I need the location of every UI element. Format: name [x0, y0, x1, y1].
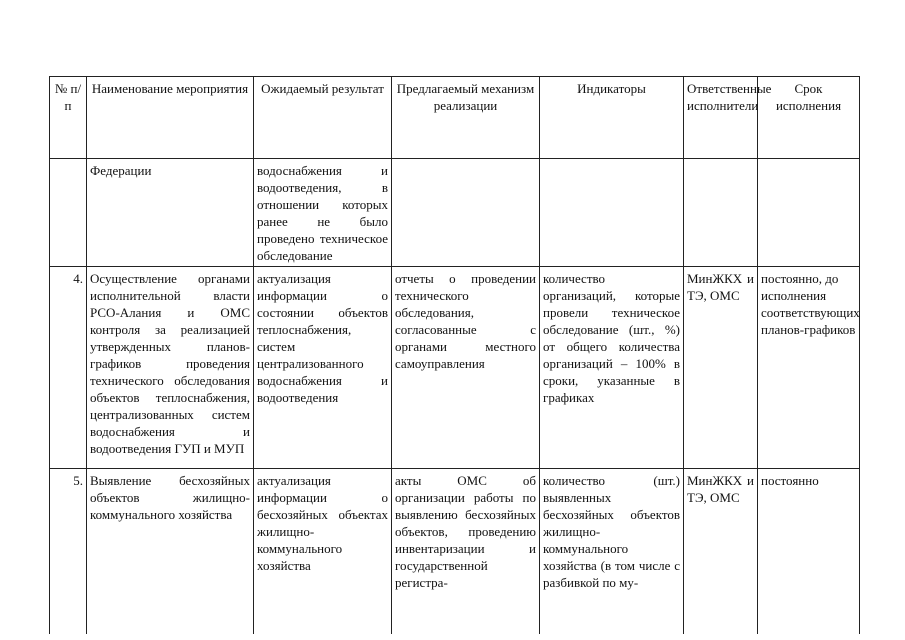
- header-deadline: Срок исполнения: [758, 77, 860, 159]
- row-num: 4.: [50, 267, 87, 469]
- row-result: актуализация информации о состоянии объектов теплоснабжения, систем централизованного водоснабжения и водоотведения: [254, 267, 392, 469]
- table-row: [50, 267, 860, 469]
- row-mechanism: отчеты о проведении технического обследования, согласованные с органами местного самоуправления: [392, 267, 540, 469]
- row-deadline: [758, 159, 860, 267]
- table-header-row: [50, 77, 860, 159]
- row-result: водоснабжения и водоотведения, в отношении которых ранее не было проведено техническое обследование: [254, 159, 392, 267]
- measures-table: [49, 76, 860, 634]
- row-indicators: количество (шт.) выявленных бесхозяйных объектов жилищно-коммунального хозяйства (в том числе с разбивкой по му-: [540, 469, 684, 635]
- row-responsible: МинЖКХ и ТЭ, ОМС: [684, 469, 758, 635]
- row-mechanism: [392, 159, 540, 267]
- header-responsible: Ответственные исполнители: [684, 77, 758, 159]
- row-deadline: постоянно, до исполнения соответствующих планов-графиков: [758, 267, 860, 469]
- table-row: [50, 159, 860, 267]
- row-result: актуализация информации о бесхозяйных объектах жилищно-коммунального хозяйства: [254, 469, 392, 635]
- table-row: [50, 469, 860, 635]
- row-name: Выявление бесхозяйных объектов жилищно-коммунального хозяйства: [87, 469, 254, 635]
- row-indicators: количество организаций, которые провели техническое обследование (шт., %) от общего количества организаций – 100% в сроки, указанные в графиках: [540, 267, 684, 469]
- row-indicators: [540, 159, 684, 267]
- header-name: Наименование мероприятия: [87, 77, 254, 159]
- header-num: № п/п: [50, 77, 87, 159]
- header-result: Ожидаемый результат: [254, 77, 392, 159]
- row-num: 5.: [50, 469, 87, 635]
- row-deadline: постоянно: [758, 469, 860, 635]
- row-responsible: [684, 159, 758, 267]
- row-name: Федерации: [87, 159, 254, 267]
- row-num: [50, 159, 87, 267]
- header-indicators: Индикаторы: [540, 77, 684, 159]
- header-mechanism: Предлагаемый механизм реализации: [392, 77, 540, 159]
- row-responsible: МинЖКХ и ТЭ, ОМС: [684, 267, 758, 469]
- row-mechanism: акты ОМС об организации работы по выявлению бесхозяйных объектов, проведению инвентаризации и государственной регистра-: [392, 469, 540, 635]
- row-name: Осуществление органами исполнительной власти РСО-Алания и ОМС контроля за реализацией утвержденных планов-графиков проведения технического обследования объектов теплоснабжения, централизованных систем водоснабжения и водоотведения ГУП и МУП: [87, 267, 254, 469]
